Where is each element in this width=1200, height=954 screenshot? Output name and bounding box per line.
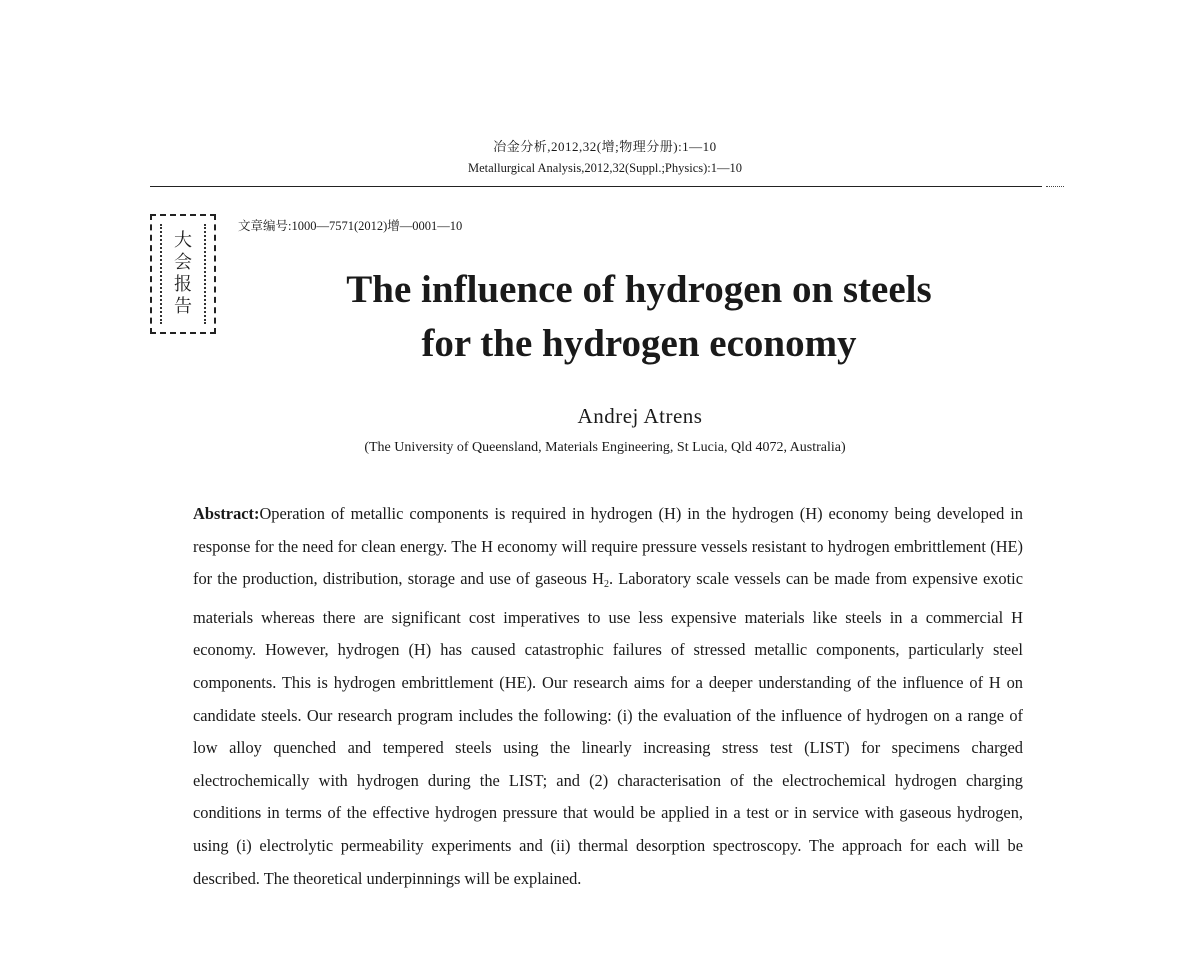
badge-char: 报 (174, 274, 192, 295)
badge-char: 会 (174, 252, 192, 273)
abstract-label: Abstract: (193, 504, 260, 523)
abstract (193, 498, 1023, 895)
badge-char: 告 (174, 296, 192, 317)
article-number: 文章编号:1000—7571(2012)增—0001—10 (238, 219, 463, 233)
header-rule-tail (1046, 186, 1064, 187)
paper-title-line-1: The influence of hydrogen on steels (346, 268, 932, 311)
journal-citation-zh: 冶金分析,2012,32(增;物理分册):1—10 (493, 139, 717, 154)
badge-char: 大 (174, 230, 192, 251)
paper-title-line-2: for the hydrogen economy (421, 322, 857, 365)
abstract-subscript: 2 (603, 579, 609, 591)
author-name: Andrej Atrens (577, 404, 703, 428)
author-affiliation: (The University of Queensland, Materials Engineering, St Lucia, Qld 4072, Australia) (364, 440, 846, 455)
journal-citation-en: Metallurgical Analysis,2012,32(Suppl.;Physics):1—10 (467, 161, 743, 175)
header-rule (150, 186, 1042, 187)
abstract-text: Operation of metallic components is required in hydrogen (H) in the hydrogen (H) economy being developed in response for the need for clean energy. The H economy will require pressure vessels resistant to hydrogen embrittlement (HE) for the production, distribution, storage and use of gaseous H (193, 504, 1023, 589)
abstract-text-continued: . Laboratory scale vessels can be made from expensive exotic materials whereas there are significant cost imperatives to use less expensive materials like steels in a commercial H economy. However, hydrogen (H) has caused catastrophic failures of stressed metallic components, particularly steel components. This is hydrogen embrittlement (HE). Our research aims for a deeper understanding of the influence of H on candidate steels. Our research program includes the following: (i) the evaluation of the influence of hydrogen on a range of low alloy quenched and tempered steels using the linearly increasing stress test (LIST) for specimens charged electrochemically with hydrogen during the LIST; and (2) characterisation of the electrochemical hydrogen charging conditions in terms of the effective hydrogen pressure that would be applied in a test or in service with gaseous hydrogen, using (i) electrolytic permeability experiments and (ii) thermal desorption spectroscopy. The approach for each will be described. The theoretical underpinnings will be explained. (193, 569, 1023, 888)
